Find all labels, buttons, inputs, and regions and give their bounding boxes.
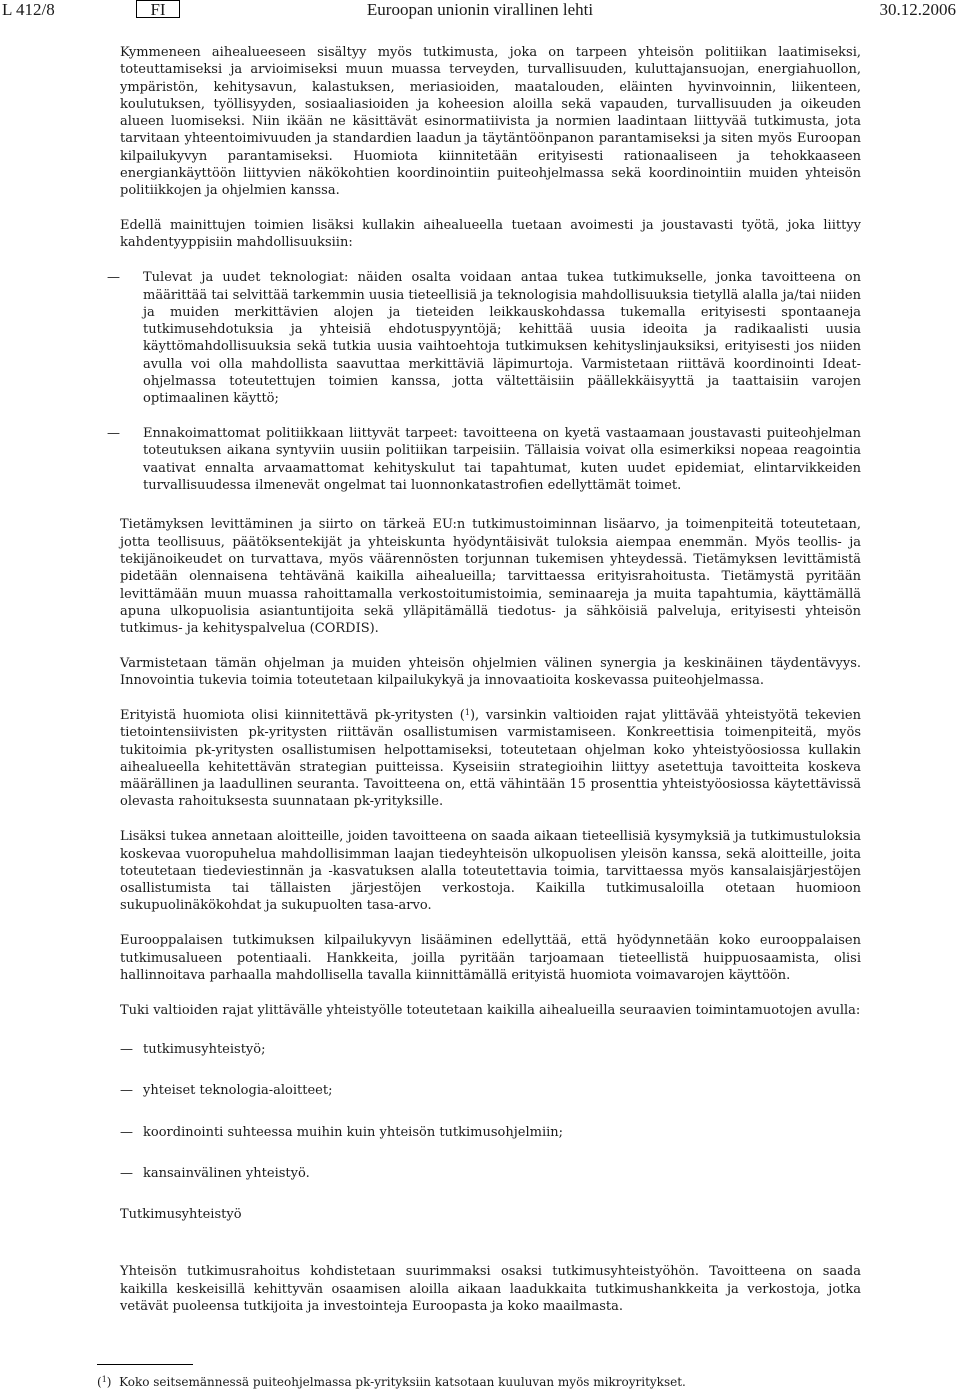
footnote-reference: 1 <box>464 708 470 717</box>
paragraph-sme <box>120 707 861 811</box>
paragraph-dialogue: Lisäksi tukea annetaan aloitteille, joiden tavoitteena on saada aikaan tieteellisiä kysymyksiä ja tutkimustuloksia koskevaa vuoropuhelua mahdollisimman laajan tiedeyhteisön ulkopuolisen yleisön kanssa, sekä aloitteille, joita toteutetaan tiedeviestinnän ja -kasvatuksen alalla toteutettavia toimia, tarvittaessa myös kansalaisjärjestöjen osallistumista tai tällaisten järjestöjen verkostoja. Kaikilla tutkimusaloilla otetaan huomioon sukupuolinäkökohdat ja sukupuolten tasa-arvo. <box>120 829 861 914</box>
list-item-text: koordinointi suhteessa muihin kuin yhteisön tutkimusohjelmiin; <box>143 1124 564 1140</box>
paragraph-collaborative-research: Yhteisön tutkimusrahoitus kohdistetaan suurimmaksi osaksi tutkimusyhteistyöhön. Tavoitteena on saada kaikilla keskeisillä kehittyvän osaamisen aloilla aikaan laadukkaita tutkimushankkeita ja verkostoja, jotka vetävät puoleensa tutkijoita ja investointeja Euroopasta ja koko maailmasta. <box>120 1264 861 1315</box>
paragraph-policy-research: Kymmeneen aihealueeseen sisältyy myös tutkimusta, joka on tarpeen yhteisön politiikan laatimiseksi, toteuttamiseksi ja arvioimiseksi muun muassa terveyden, turvallisuuden, kuluttajansuojan, energiahuollon, ympäristön, kehitysavun, kalastuksen, meriasioiden, maatalouden, eläinten hyvinvoinnin, liikenteen, koulutuksen, työllisyyden, sosiaaliasioiden ja koheesion aloilla sekä vapauden, turvallisuuden ja oikeuden alueen luomiseksi. Niin ikään ne käsittävät esinormatiivista ja normien laadintaan liittyvää tutkimusta, jota tarvitaan yhteentoimivuuden ja standardien laadun ja täytäntöönpanon parantamiseksi ja siten myös Euroopan kilpailukyvyn parantamiseksi. Huomiota kiinnitetään erityisesti rationaaliseen ja tehokkaaseen energiankäyttöön liittyvien näkökohtien koordinointiin puiteohjelmassa sekä koordinointiin muiden yhteisön politiikkojen ja ohjelmien kanssa. <box>120 45 861 199</box>
dash-marker: — <box>107 426 120 442</box>
page-header <box>0 0 960 22</box>
dash-marker: — <box>107 270 120 286</box>
document-body <box>107 44 861 1333</box>
issue-date: 30.12.2006 <box>879 0 956 19</box>
list-item-text: Ennakoimattomat politiikkaan liittyvät tarpeet: tavoitteena on kyetä vastaamaan joustavasti puiteohjelman toteutuksen aikana syntyviin uusiin politiikan tarpeisiin. Tällaisia voivat olla esimerkiksi nopeaa reagointia vaativat ennalta arvaamattomat kehityskulut tai tapahtumat, kuten uudet epidemiat, elintarvikkeiden turvallisuudessa ilmenevät ongelmat tai luonnonkatastrofien edellyttämät toimet. <box>143 426 861 494</box>
list-item-text: Tulevat ja uudet teknologiat: näiden osalta voidaan antaa tukea tutkimukselle, jonka tavoitteena on määrittää tai selvittää tarkemmin uusia tieteellisiä ja teknologisia mahdollisuuksia tietyllä alalla ja/tai niiden ja muiden merkittävien alojen ja tieteiden leikkauskohdassa tukemalla erityisesti spontaaneja tutkimusehdotuksia ja yhteisiä ehdotuspyyntöjä; kehittää uusia ideoita ja radikaalisti uusia käyttömahdollisuuksia sekä tutkia uusia vaihtoehtoja tutkimuksen kehityslinjauksiksi, erityisesti jos niiden avulla voi olla mahdollista saavuttaa merkittäviä läpimurtoja. Varmistetaan riittävä koordinointi Ideat-ohjelmassa toteutettujen toimien kanssa, jotta vältettäisiin päällekkäisyyttä ja taattaisiin varojen optimaalinen käyttö; <box>143 270 861 407</box>
dash-marker: — <box>120 1041 133 1057</box>
paragraph-flexible-work: Edellä mainittujen toimien lisäksi kullakin aihealueella tuetaan avoimesti ja joustavasti työtä, joka liittyy kahdentyyppisiin mahdollisuuksiin: <box>120 218 861 251</box>
language-badge: FI <box>136 0 180 18</box>
paragraph-synergy: Varmistetaan tämän ohjelman ja muiden yhteisön ohjelmien välinen synergia ja keskinäinen täydentävyys. Innovointia tukevia toimia toteutetaan kilpailukykyä ja innovaatioita koskevassa puiteohjelmassa. <box>120 655 861 689</box>
list-item <box>120 1124 861 1141</box>
dash-marker: — <box>120 1124 133 1140</box>
list-item-text: tutkimusyhteistyö; <box>143 1041 266 1057</box>
footnote-text: Koko seitsemännessä puiteohjelmassa pk-yrityksiin katsotaan kuuluvan myös mikroyritykset. <box>119 1375 686 1389</box>
paragraph-competitiveness: Eurooppalaisen tutkimuksen kilpailukyvyn lisääminen edellyttää, että hyödynnetään koko eurooppalaisen tutkimusalueen potentiaali. Hankkeita, joilla pyritään tarjoamaan tieteellistä huippuosaamista, olisi hallinnoitava parhaalla mahdollisella tavalla kiinnittämällä erityistä huomiota voimavarojen käyttöön. <box>120 933 861 983</box>
dash-marker: — <box>120 1165 133 1181</box>
list-item <box>120 1041 861 1058</box>
journal-title: Euroopan unionin virallinen lehti <box>366 0 594 19</box>
list-item-emerging-tech <box>107 269 861 407</box>
list-item-unforeseen-needs <box>107 425 861 494</box>
list-item-text: kansainvälinen yhteistyö. <box>143 1165 310 1181</box>
page-reference: L 412/8 <box>2 0 55 19</box>
footnote-marker: 1 <box>101 1375 107 1384</box>
footnote-divider <box>97 1364 193 1365</box>
sme-text-start: Erityistä huomiota olisi kiinnitettävä pk-yritysten ( <box>120 708 465 723</box>
footnote: ($^1$) Koko seitsemännessä puiteohjelmassa pk-yrityksiin katsotaan kuuluvan myös mikroyritykset. <box>97 1375 686 1389</box>
list-item <box>120 1165 861 1182</box>
list-item-text: yhteiset teknologia-aloitteet; <box>143 1083 333 1099</box>
paragraph-cooperation-forms: Tuki valtioiden rajat ylittävälle yhteistyölle toteutetaan kaikilla aihealueilla seuraavien toimintamuotojen avulla: <box>120 1002 861 1018</box>
list-item <box>120 1082 861 1099</box>
sme-text-end: ), varsinkin valtioiden rajat ylittävää yhteistyötä tekevien tietointensiivisten pk-yritysten riittävän osallistumisen varmistamiseen. Konkreettisia toimenpiteitä, myös tukitoimia pk-yritysten osallistumisen helpottamiseksi, toteutetaan ohjelman koko yhteistyöosiossa kullakin aihealueella kehitettävän strategian puitteissa. Kyseisiin strategioihin liittyy asetettuja tavoitteita koskeva määrällinen ja laadullinen seuranta. Tavoitteena on, että vähintään 15 prosenttia yhteistyöosiossa käytettävissä olevasta rahoituksesta suunnataan pk-yrityksille. <box>120 708 861 810</box>
paragraph-dissemination: Tietämyksen levittäminen ja siirto on tärkeä EU:n tutkimustoiminnan lisäarvo, ja toimenpiteitä toteutetaan, jotta teollisuus, päätöksentekijät ja yhteiskunta hyödyntäisivät tuloksia aiempaa enemmän. Myös teollis- ja tekijänoikeudet on turvattava, myös väärennösten torjunnan tukemisen yhteydessä. Tietämyksen levittämistä pidetään olennaisena tehtävänä kaikilla aihealueilla; tarvittaessa erityisrahoitusta. Tietämystä pyritään levittämään muun muassa rahoittamalla verkostoitumistoimia, seminaareja ja muita tapahtumia, käyttämällä apuna ulkopuolisia asiantuntijoita sekä ylläpitämällä tiedotus- ja sähköisiä palveluja, erityisesti yhteisön tutkimus- ja kehityspalvelua (CORDIS). <box>120 517 861 637</box>
section-heading: Tutkimusyhteistyö <box>120 1207 242 1223</box>
dash-marker: — <box>120 1083 133 1099</box>
